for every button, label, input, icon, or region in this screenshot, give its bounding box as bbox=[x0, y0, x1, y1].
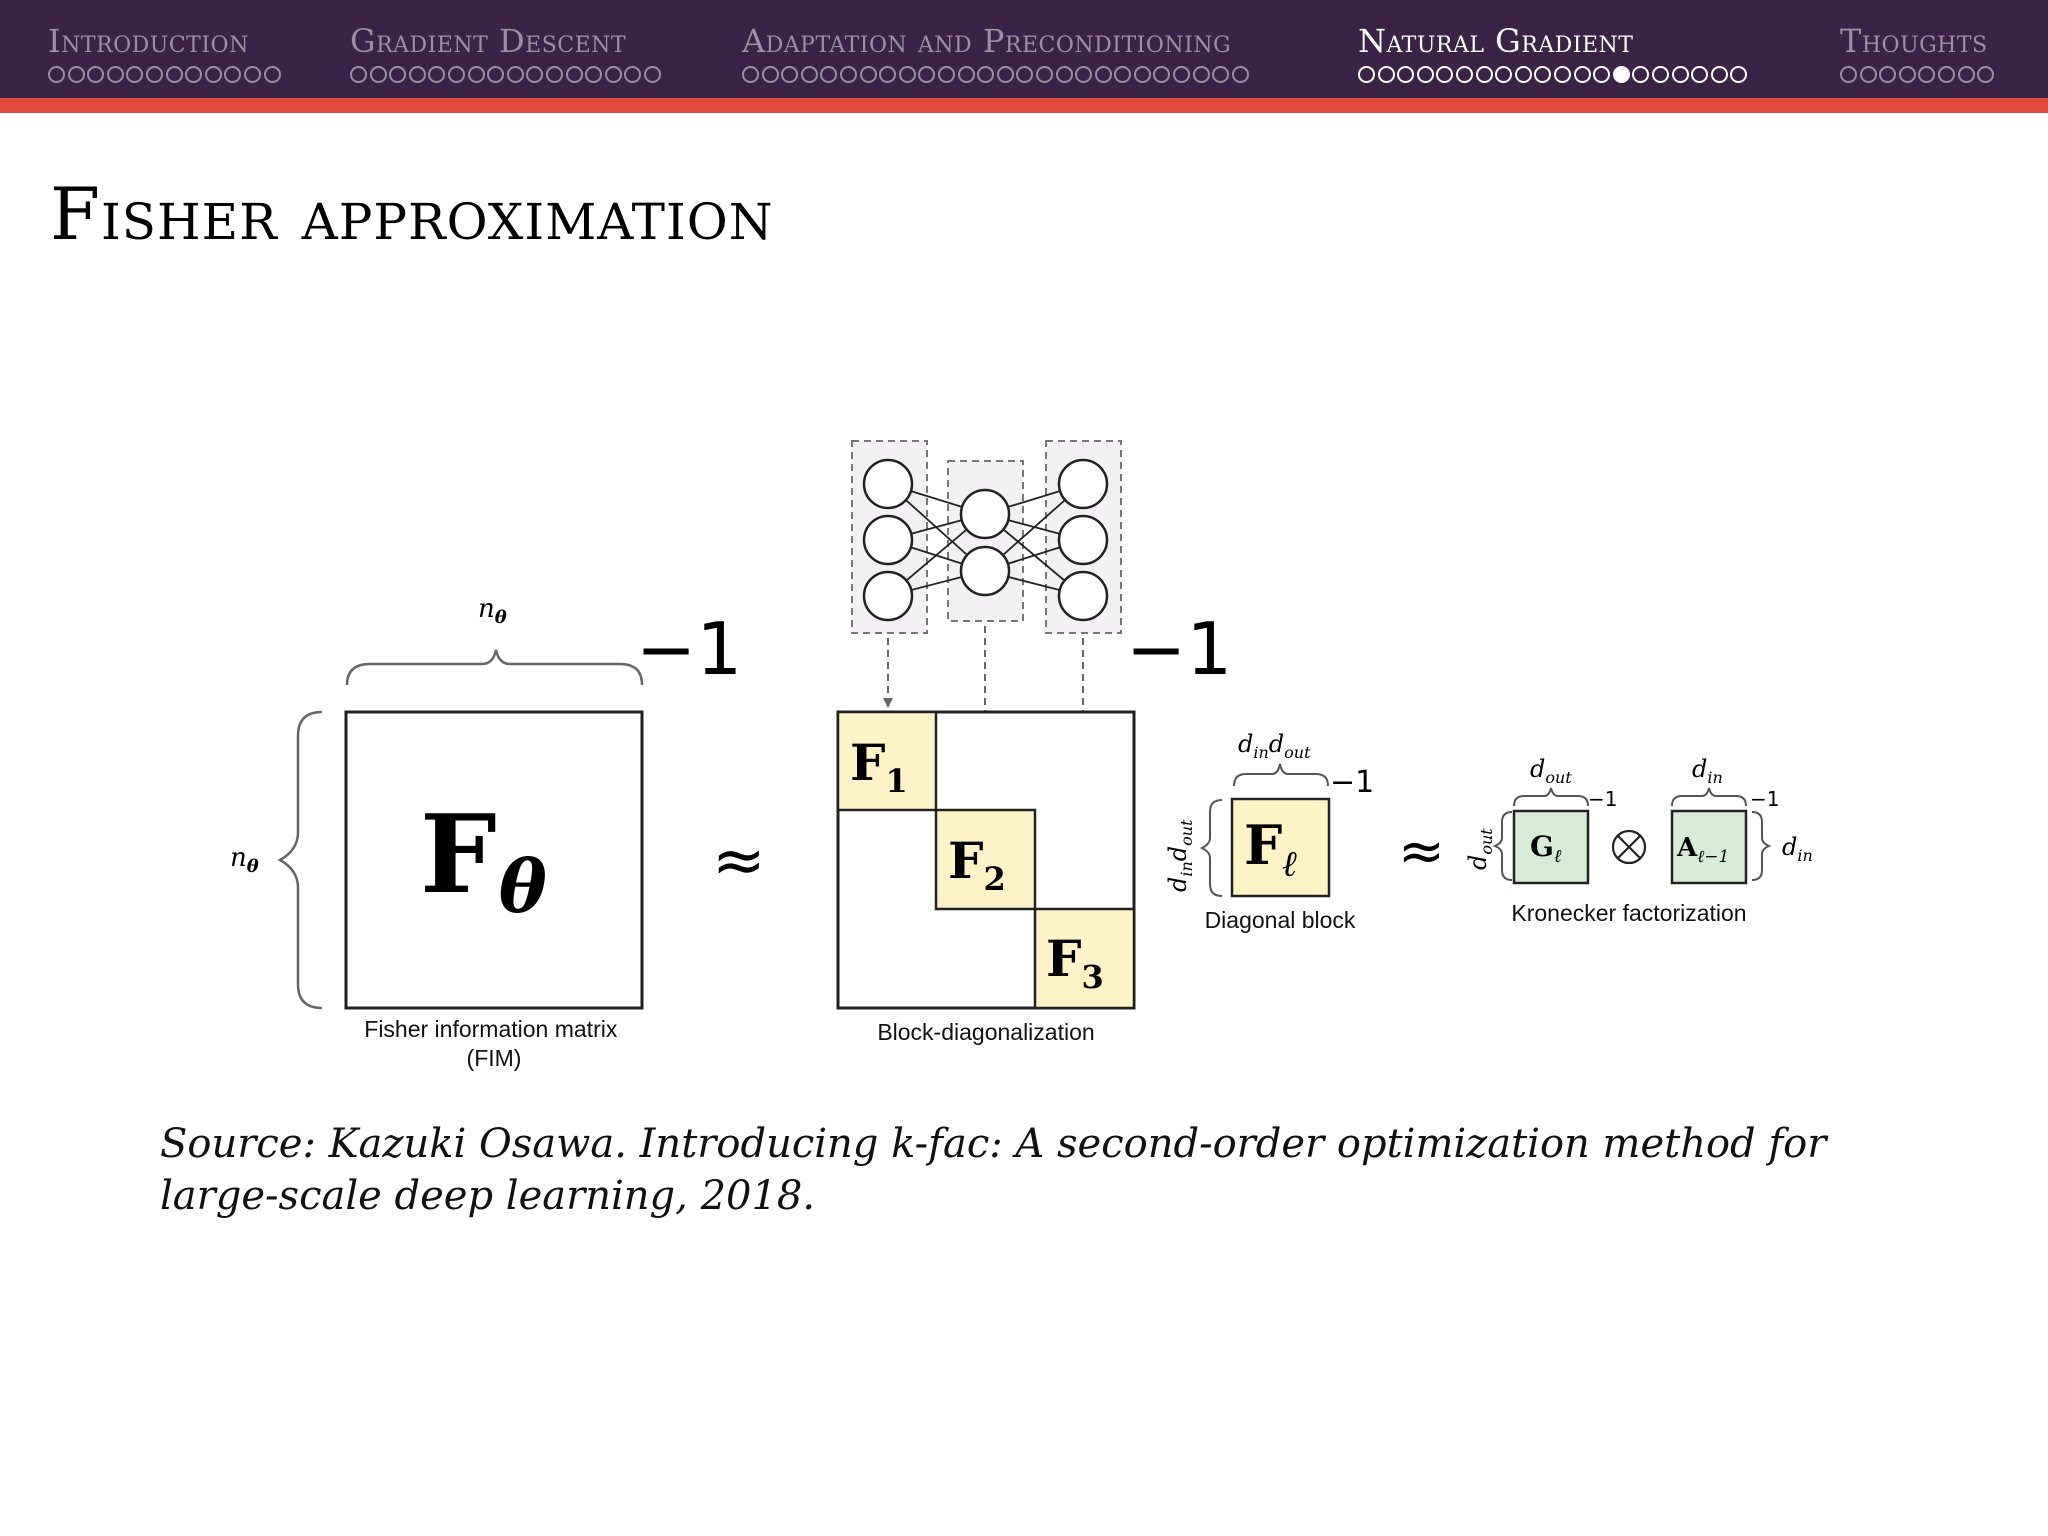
progress-dot[interactable] bbox=[1593, 66, 1610, 83]
progress-dot[interactable] bbox=[126, 66, 143, 83]
neuron bbox=[961, 547, 1009, 595]
nav-section-title: Introduction bbox=[48, 22, 249, 60]
progress-dot[interactable] bbox=[68, 66, 85, 83]
progress-dot[interactable] bbox=[1918, 66, 1935, 83]
block-3-label: $F_3$ bbox=[1046, 929, 1104, 996]
progress-dot[interactable] bbox=[1153, 66, 1170, 83]
progress-dot[interactable] bbox=[1652, 66, 1669, 83]
diag-top-dim: $d_{in}d_{out}$ bbox=[1238, 730, 1311, 762]
progress-dot[interactable] bbox=[1232, 66, 1249, 83]
fim-top-brace bbox=[347, 650, 642, 685]
nav-progress-dots[interactable] bbox=[1840, 66, 1997, 85]
progress-dot[interactable] bbox=[1358, 66, 1375, 83]
progress-dot[interactable] bbox=[166, 66, 183, 83]
kron-left-dim: $d_{out}$ bbox=[1464, 828, 1496, 870]
progress-dot[interactable] bbox=[1574, 66, 1591, 83]
kron-a-top-brace bbox=[1672, 788, 1746, 806]
nav-section-title: Gradient Descent bbox=[350, 22, 627, 60]
progress-dot[interactable] bbox=[1193, 66, 1210, 83]
progress-dot[interactable] bbox=[487, 66, 504, 83]
neuron bbox=[961, 490, 1009, 538]
progress-dot[interactable] bbox=[1436, 66, 1453, 83]
progress-dot[interactable] bbox=[624, 66, 641, 83]
nav-progress-dots[interactable] bbox=[1358, 66, 1750, 85]
progress-dot[interactable] bbox=[918, 66, 935, 83]
fim-caption: Fisher information matrix (FIM) bbox=[364, 1016, 618, 1071]
progress-dot[interactable] bbox=[1672, 66, 1689, 83]
progress-dot[interactable] bbox=[1378, 66, 1395, 83]
accent-bar bbox=[0, 98, 2048, 113]
kron-g-label: $G_\ell$ bbox=[1530, 830, 1562, 867]
kron-a-exponent: −1 bbox=[1750, 787, 1780, 811]
progress-dot[interactable] bbox=[1691, 66, 1708, 83]
diag-caption: Diagonal block bbox=[1204, 907, 1356, 933]
progress-dot[interactable] bbox=[820, 66, 837, 83]
progress-dot[interactable] bbox=[244, 66, 261, 83]
progress-dot[interactable] bbox=[1397, 66, 1414, 83]
progress-dot[interactable] bbox=[860, 66, 877, 83]
progress-dot[interactable] bbox=[1515, 66, 1532, 83]
progress-dot[interactable] bbox=[1899, 66, 1916, 83]
progress-dot[interactable] bbox=[370, 66, 387, 83]
diag-symbol: $F_\ell$ bbox=[1244, 813, 1298, 885]
progress-dot[interactable] bbox=[1095, 66, 1112, 83]
fim-matrix bbox=[230, 594, 742, 1071]
progress-dot[interactable] bbox=[350, 66, 367, 83]
kronecker-factorization bbox=[1464, 755, 1813, 926]
progress-dot[interactable] bbox=[585, 66, 602, 83]
neuron bbox=[864, 516, 912, 564]
progress-dot[interactable] bbox=[1016, 66, 1033, 83]
progress-dot[interactable] bbox=[1613, 66, 1630, 83]
progress-dot[interactable] bbox=[546, 66, 563, 83]
progress-dot[interactable] bbox=[977, 66, 994, 83]
progress-dot[interactable] bbox=[1173, 66, 1190, 83]
neuron bbox=[864, 460, 912, 508]
nav-progress-dots[interactable] bbox=[350, 66, 664, 85]
progress-dot[interactable] bbox=[1075, 66, 1092, 83]
progress-dot[interactable] bbox=[1212, 66, 1229, 83]
block-diagonal-matrix bbox=[838, 607, 1232, 1045]
neural-network bbox=[852, 441, 1121, 633]
fim-exponent: −1 bbox=[636, 607, 743, 691]
blocks-caption: Block-diagonalization bbox=[877, 1019, 1095, 1045]
progress-dot[interactable] bbox=[938, 66, 955, 83]
progress-dot[interactable] bbox=[1977, 66, 1994, 83]
neuron bbox=[1059, 572, 1107, 620]
diag-exponent: −1 bbox=[1330, 765, 1375, 800]
kron-right-dim: $d_{in}$ bbox=[1782, 833, 1813, 865]
progress-dot[interactable] bbox=[1534, 66, 1551, 83]
diag-left-brace bbox=[1202, 800, 1222, 896]
progress-dot[interactable] bbox=[801, 66, 818, 83]
progress-dot[interactable] bbox=[146, 66, 163, 83]
progress-dot[interactable] bbox=[1860, 66, 1877, 83]
progress-dot[interactable] bbox=[605, 66, 622, 83]
source-citation: Source: Kazuki Osawa. Introducing k-fac: A second-order optimization method for large-scale deep learning, 2018. bbox=[160, 1121, 1827, 1219]
progress-dot[interactable] bbox=[1056, 66, 1073, 83]
blocks-exponent: −1 bbox=[1126, 607, 1233, 691]
progress-dot[interactable] bbox=[840, 66, 857, 83]
section-navigation bbox=[0, 0, 2048, 98]
progress-dot[interactable] bbox=[1938, 66, 1955, 83]
kron-a-label: $A_{\ell-1}$ bbox=[1677, 833, 1730, 867]
progress-dot[interactable] bbox=[185, 66, 202, 83]
progress-dot[interactable] bbox=[762, 66, 779, 83]
progress-dot[interactable] bbox=[899, 66, 916, 83]
neuron bbox=[1059, 460, 1107, 508]
progress-dot[interactable] bbox=[742, 66, 759, 83]
layer-box-2 bbox=[948, 461, 1023, 621]
kron-g-top-dim: $d_{out}$ bbox=[1530, 755, 1572, 787]
fim-top-dim: $n_\theta$ bbox=[478, 594, 507, 628]
progress-dot[interactable] bbox=[224, 66, 241, 83]
approx-symbol-2: ≈ bbox=[1398, 819, 1445, 884]
progress-dot[interactable] bbox=[1134, 66, 1151, 83]
progress-dot[interactable] bbox=[1476, 66, 1493, 83]
progress-dot[interactable] bbox=[644, 66, 661, 83]
progress-dot[interactable] bbox=[48, 66, 65, 83]
kron-caption: Kronecker factorization bbox=[1511, 900, 1747, 926]
progress-dot[interactable] bbox=[1036, 66, 1053, 83]
neuron bbox=[1059, 516, 1107, 564]
approx-symbol-1: ≈ bbox=[712, 824, 766, 898]
neuron bbox=[864, 572, 912, 620]
kron-g-exponent: −1 bbox=[1588, 787, 1618, 811]
progress-dot[interactable] bbox=[205, 66, 222, 83]
progress-dot[interactable] bbox=[1456, 66, 1473, 83]
kron-right-brace bbox=[1752, 812, 1769, 880]
diag-left-dim: $d_{in}d_{out}$ bbox=[1164, 819, 1196, 892]
progress-dot[interactable] bbox=[448, 66, 465, 83]
progress-dot[interactable] bbox=[389, 66, 406, 83]
fim-symbol: Fθ bbox=[420, 792, 547, 929]
block-1-label: $F_1$ bbox=[850, 733, 908, 800]
fim-left-dim: $n_\theta$ bbox=[230, 843, 259, 877]
progress-dot[interactable] bbox=[526, 66, 543, 83]
progress-dot[interactable] bbox=[409, 66, 426, 83]
kron-g-top-brace bbox=[1514, 788, 1588, 806]
progress-dot[interactable] bbox=[1730, 66, 1747, 83]
progress-dot[interactable] bbox=[428, 66, 445, 83]
nav-progress-dots[interactable] bbox=[48, 66, 283, 85]
diagonal-block bbox=[1164, 730, 1374, 933]
progress-dot[interactable] bbox=[107, 66, 124, 83]
progress-dot[interactable] bbox=[958, 66, 975, 83]
progress-dot[interactable] bbox=[507, 66, 524, 83]
progress-dot[interactable] bbox=[468, 66, 485, 83]
progress-dot[interactable] bbox=[1114, 66, 1131, 83]
progress-dot[interactable] bbox=[781, 66, 798, 83]
kron-a-top-dim: $d_{in}$ bbox=[1692, 755, 1723, 787]
nav-section-title: Natural Gradient bbox=[1358, 22, 1634, 60]
kron-left-brace bbox=[1495, 812, 1512, 880]
progress-dot[interactable] bbox=[1879, 66, 1896, 83]
progress-dot[interactable] bbox=[87, 66, 104, 83]
fisher-approximation-diagram bbox=[0, 420, 2048, 1100]
progress-dot[interactable] bbox=[566, 66, 583, 83]
fim-left-brace bbox=[280, 712, 322, 1008]
progress-dot[interactable] bbox=[1711, 66, 1728, 83]
progress-dot[interactable] bbox=[1632, 66, 1649, 83]
nav-section-title: Adaptation and Preconditioning bbox=[742, 22, 1232, 60]
progress-dot[interactable] bbox=[879, 66, 896, 83]
progress-dot[interactable] bbox=[264, 66, 281, 83]
progress-dot[interactable] bbox=[1840, 66, 1857, 83]
progress-dot[interactable] bbox=[997, 66, 1014, 83]
nav-section-title: Thoughts bbox=[1840, 22, 1988, 60]
progress-dot[interactable] bbox=[1495, 66, 1512, 83]
progress-dot[interactable] bbox=[1958, 66, 1975, 83]
slide-title: Fisher approximation bbox=[50, 172, 774, 256]
progress-dot[interactable] bbox=[1554, 66, 1571, 83]
progress-dot[interactable] bbox=[1417, 66, 1434, 83]
block-2-label: $F_2$ bbox=[948, 831, 1006, 898]
nav-progress-dots[interactable] bbox=[742, 66, 1251, 85]
diag-top-brace bbox=[1234, 764, 1328, 786]
